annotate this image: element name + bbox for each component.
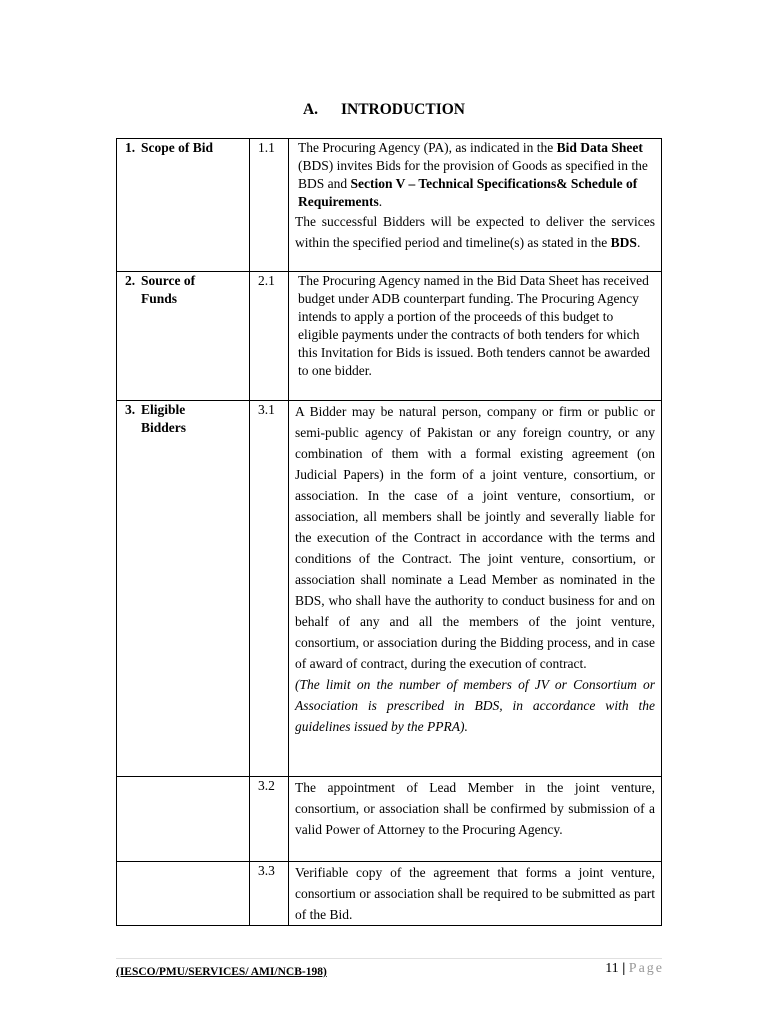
clause-note: (The limit on the number of members of JV or Consortium or Association is prescribed in BDS, in accordance with the guidelines issued by the PPRA).: [295, 677, 655, 734]
clause-paragraph: The Procuring Agency named in the Bid Data Sheet has received budget under ADB counterpart funding. The Procuring Agency intends to apply a portion of the proceeds of this budget to eligible payments under the contracts of both tenders for which this Invitation for Bids is issued. Both tenders cannot be awarded to one bidder.: [298, 273, 651, 378]
clause-text-cell: [289, 777, 662, 862]
clause-title: Source of: [141, 273, 196, 288]
clause-ref: 3.3: [258, 863, 275, 878]
clause-number: 3.: [125, 402, 136, 417]
clause-number: 2.: [125, 273, 136, 288]
clause-text-cell: [289, 139, 662, 272]
clause-title: Scope of Bid: [141, 140, 214, 155]
clause-ref: 2.1: [258, 273, 275, 288]
clause-ref-cell: [250, 272, 289, 401]
clause-ref-cell: [250, 777, 289, 862]
table-row: [117, 862, 662, 926]
clause-paragraph: A Bidder may be natural person, company or firm or public or semi-public agency of Pakistan or any foreign country, or any combination of them with a formal existing agreement (on Judicial Papers) in the form of a joint venture, consortium, or association. In the case of a joint venture, consortium, or association, all members shall be jointly and severally liable for the execution of the Contract in accordance with the terms and conditions of the Contract. The joint venture, consortium, or association shall nominate a Lead Member as nominated in the BDS, who shall have the authority to conduct business for and on behalf of any and all the members of the joint venture, consortium, or association during the Bidding process, and in case of award of contract, during the execution of contract.: [295, 404, 655, 671]
clause-ref-cell: [250, 862, 289, 926]
clause-ref: 1.1: [258, 140, 275, 155]
footer-divider: [116, 958, 662, 959]
table-row: [117, 777, 662, 862]
clause-text-cell: [289, 401, 662, 777]
page-number-value: 11: [605, 961, 619, 976]
clause-title-cont: Bidders: [141, 420, 187, 435]
clause-ref: 3.2: [258, 778, 275, 793]
introduction-table: [116, 138, 662, 926]
section-heading: [0, 101, 768, 119]
clause-paragraph: The appointment of Lead Member in the joint venture, consortium, or association shall be confirmed by submission of a valid Power of Attorney to the Procuring Agency.: [295, 780, 655, 837]
table-row: [117, 272, 662, 401]
clause-text-cell: [289, 272, 662, 401]
section-letter: A.: [302, 101, 319, 118]
document-reference: (IESCO/PMU/SERVICES/ AMI/NCB-198): [116, 966, 327, 978]
table-row: [117, 139, 662, 272]
clause-title-cont: Funds: [141, 291, 178, 306]
section-title: INTRODUCTION: [340, 101, 465, 118]
clause-heading-cell: [117, 272, 250, 401]
clause-text-cell: [289, 862, 662, 926]
clause-paragraph: The successful Bidders will be expected to deliver the services within the specified period and timeline(s) as stated in the BDS.: [295, 214, 655, 250]
clause-title: Eligible: [141, 402, 186, 417]
clause-heading-cell: [117, 401, 250, 777]
clause-paragraph: Verifiable copy of the agreement that forms a joint venture, consortium or association shall be required to be submitted as part of the Bid.: [295, 865, 655, 922]
clause-number: 1.: [125, 140, 136, 155]
clause-heading-cell: [117, 139, 250, 272]
clause-paragraph: The Procuring Agency (PA), as indicated in the Bid Data Sheet (BDS) invites Bids for the provision of Goods as specified in the BDS and Section V – Technical Specifications& Schedule of Requirements.: [298, 140, 648, 209]
page-label: Page: [628, 961, 664, 976]
clause-heading-cell: [117, 862, 250, 926]
page-number: [605, 961, 664, 977]
table-row: [117, 401, 662, 777]
clause-ref-cell: [250, 401, 289, 777]
clause-heading-cell: [117, 777, 250, 862]
page-separator: |: [622, 961, 626, 976]
clause-ref-cell: [250, 139, 289, 272]
clause-ref: 3.1: [258, 402, 275, 417]
